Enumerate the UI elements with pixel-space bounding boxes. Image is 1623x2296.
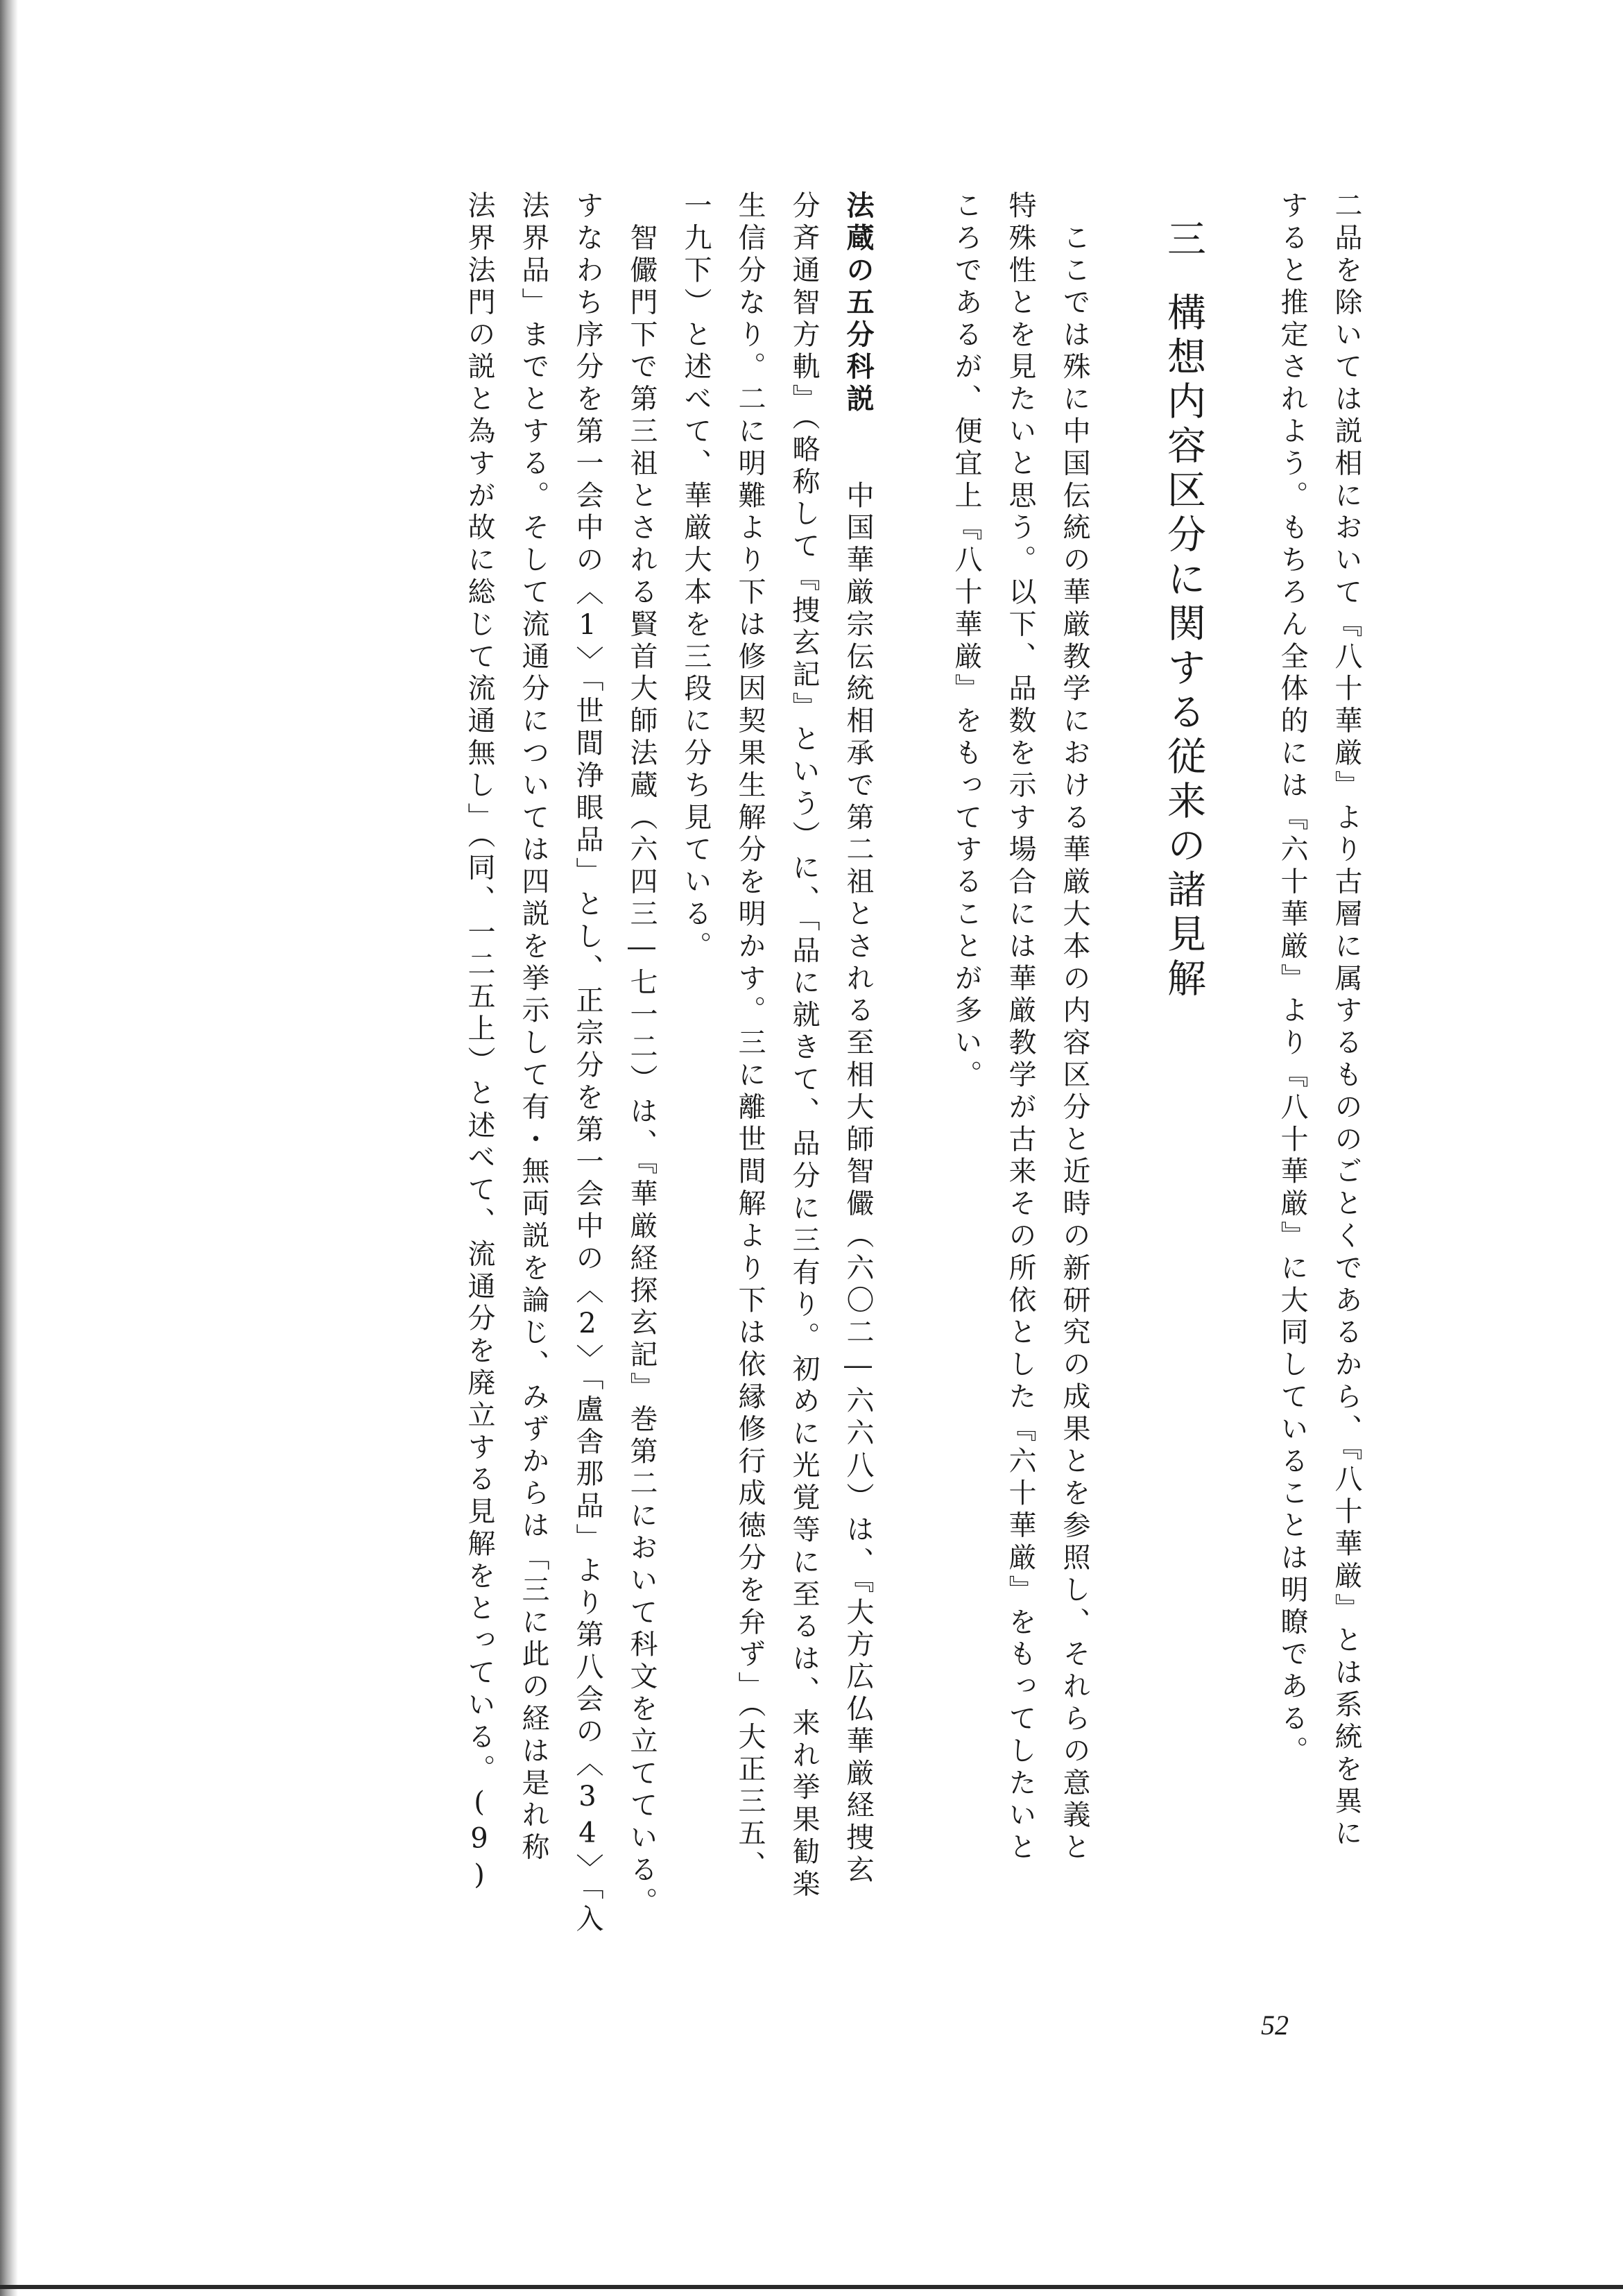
text-column: 特殊性とを見たいと思う。以下、品数を示す場合には華厳教学が古来その所依とした『六十華厳』をもってしたいと bbox=[1004, 191, 1036, 1865]
text-column: すると推定されよう。もちろん全体的には『六十華厳』より『八十華厳』に大同していることは明瞭である。 bbox=[1276, 191, 1308, 1768]
vertical-text-body bbox=[201, 191, 1373, 2071]
page-number: 52 bbox=[1261, 2010, 1289, 2041]
section-heading bbox=[1156, 219, 1211, 2071]
text-column: ここでは殊に中国伝統の華厳教学における華厳大本の内容区分と近時の新研究の成果とを参照し、それらの意義と bbox=[1058, 191, 1090, 1865]
bottom-rule bbox=[0, 2285, 1623, 2289]
text-column: 法界法門の説と為すが故に総じて流通無し」（同、一二五上）と述べて、流通分を廃立する見解をとっている。(9) bbox=[463, 191, 495, 1896]
column-spacer bbox=[885, 191, 939, 2071]
text-column: ころであるが、便宜上『八十華厳』をもってすることが多い。 bbox=[950, 191, 982, 1093]
text-column-with-label bbox=[831, 191, 885, 2071]
section-title: 構想内容区分に関する従来の諸見解 bbox=[1161, 292, 1206, 1002]
text-column: 中国華厳宗伝統相承で第二祖とされる至相大師智儼（六〇二―六六八）は、『大方広仏華厳経捜玄 bbox=[842, 448, 874, 1887]
text-column: 二品を除いては説相において『八十華厳』より古層に属するもののごとくであるから、『八十華厳』とは系統を異に bbox=[1330, 191, 1362, 1851]
subsection-label: 法蔵の五分科説 bbox=[842, 191, 875, 416]
column-spacer bbox=[1101, 191, 1156, 2071]
section-number: 三 bbox=[1161, 219, 1206, 263]
text-column: 一九下）と述べて、華厳大本を三段に分ち見ている。 bbox=[680, 191, 712, 963]
text-column: 生信分なり。二に明難より下は修因契果生解分を明かす。三に離世間解より下は依縁修行成徳分を弁ず」（大正三五、 bbox=[734, 191, 766, 1883]
column-spacer bbox=[1211, 191, 1265, 2071]
text-column: 法界品」までとする。そして流通分については四説を挙示して有・無両説を論じ、みずからは「三に此の経は是れ称 bbox=[517, 191, 549, 1865]
binding-shadow bbox=[0, 0, 18, 2296]
text-column: すなわち序分を第一会中の〈1〉「世間浄眼品」とし、正宗分を第一会中の〈2〉「盧舎那品」より第八会の〈34〉「入 bbox=[572, 191, 603, 1936]
text-column: 智儼門下で第三祖とされる賢首大師法蔵（六四三―七一二）は、『華厳経探玄記』巻第二において科文を立てている。 bbox=[626, 191, 658, 1919]
text-column: 分斉通智方軌』（略称して『捜玄記』という）に、「品に就きて、品分に三有り。初めに光覚等に至るは、来れ挙果勧楽 bbox=[788, 191, 820, 1901]
